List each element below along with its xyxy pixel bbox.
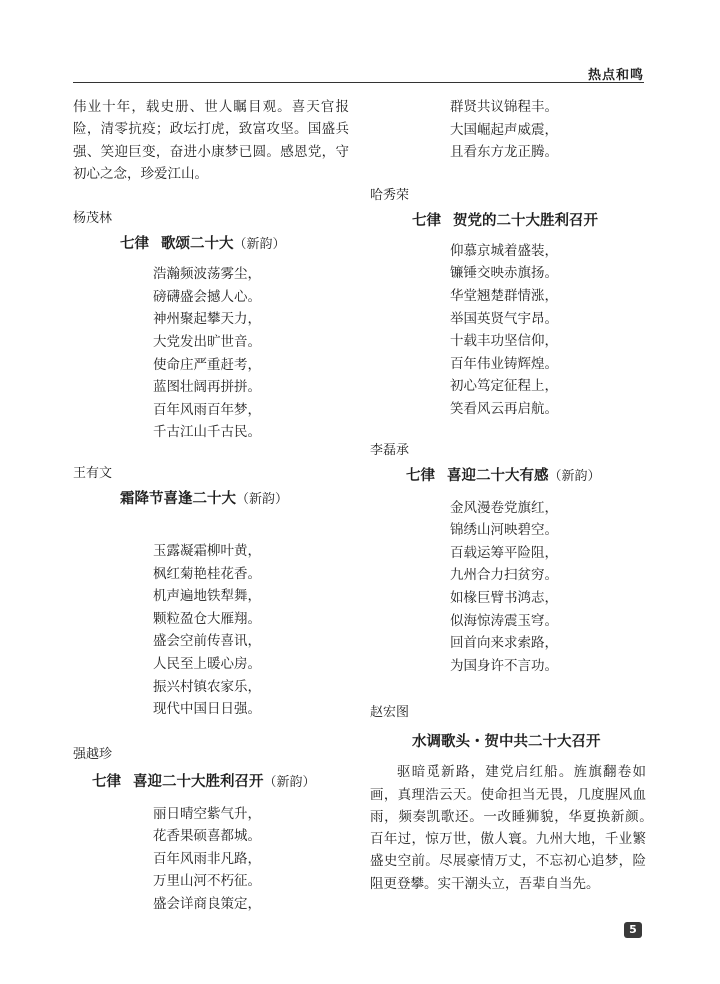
poem-line: 回首向来求索路， xyxy=(450,635,558,652)
header-rule xyxy=(73,82,644,83)
poem-title-note: （新韵） xyxy=(263,774,316,790)
poem-line: 机声遍地铁犁舞， xyxy=(153,588,261,605)
poem-block xyxy=(73,207,349,444)
poem-title xyxy=(92,770,349,791)
poem-form: 七律 xyxy=(412,212,441,229)
poem-line: 神州聚起攀天力， xyxy=(153,311,261,328)
poem-line: 如椽巨臂书鸿志， xyxy=(450,589,558,606)
poem-line: 为国身许不言功。 xyxy=(450,657,558,674)
poem-title xyxy=(120,487,349,508)
poem-line: 金风漫卷党旗红， xyxy=(450,499,558,516)
poem-line: 盛会详商良策定， xyxy=(153,896,261,913)
poem-line: 千古江山千古民。 xyxy=(153,424,261,441)
poem-line: 浩瀚频波荡雾尘， xyxy=(153,266,261,283)
poem-title xyxy=(406,464,646,485)
poem-line: 人民至上暖心房。 xyxy=(153,655,261,672)
poem-lines-continued xyxy=(370,96,646,164)
poem-line: 花香果硕喜都城。 xyxy=(153,828,261,845)
poem-block xyxy=(370,439,646,678)
poem-line: 大国崛起声威震， xyxy=(450,121,558,138)
section-title: 热点和鸣 xyxy=(587,68,644,83)
poem-author: 杨茂林 xyxy=(73,211,113,227)
poem-author: 李磊承 xyxy=(370,442,410,458)
poem-lines xyxy=(73,803,349,916)
poem-line: 百年伟业铸辉煌。 xyxy=(450,355,558,372)
poem-line: 百年风雨非凡路， xyxy=(153,850,261,867)
poem-line: 使命庄严重赶考， xyxy=(153,356,261,373)
poem-line: 颗粒盈仓大雁翔。 xyxy=(153,610,261,627)
poem-line: 九州合力扫贫穷。 xyxy=(450,567,558,584)
poem-line: 盛会空前传喜讯， xyxy=(153,633,261,650)
poem-title-text: 贺党的二十大胜利召开 xyxy=(453,212,598,229)
poem-line: 似海惊涛震玉穹。 xyxy=(450,612,558,629)
poem-author: 赵宏图 xyxy=(370,705,410,721)
poem-line: 玉露凝霜柳叶黄， xyxy=(153,542,261,559)
poem-line: 枫红菊艳桂花香。 xyxy=(153,565,261,582)
poem-line: 镰锤交映赤旗扬。 xyxy=(450,265,558,282)
poem-line: 百年风雨百年梦， xyxy=(153,401,261,418)
poem-line: 仰慕京城着盛装， xyxy=(450,242,558,259)
poem-title-note: （新韵） xyxy=(236,491,289,507)
right-column xyxy=(370,96,660,895)
poem-line: 初心笃定征程上， xyxy=(450,378,558,395)
ci-body: 驱暗觅新路，建党启红船。旌旗翻卷如画，真理浩云天。使命担当无畏，几度腥风血雨，频奏凯歌还。一改睡狮貌，华夏换新颜。 百年过，惊万世，傲人寰。九州大地，千业繁盛史空前。尽展豪情万丈，不忘初心追梦，险阻更登攀。实干潮头立，吾辈自当先。 xyxy=(370,764,660,892)
poem-line: 笑看风云再启航。 xyxy=(450,400,558,417)
poem-line: 群贤共议锦程丰。 xyxy=(450,99,558,115)
poem-line: 华堂翘楚群情涨， xyxy=(450,287,558,304)
poem-line: 大党发出旷世音。 xyxy=(153,333,261,350)
poem-title-text: 喜迎二十大胜利召开 xyxy=(133,773,264,790)
poem-block xyxy=(73,743,349,916)
poem-title-text: 喜迎二十大有感 xyxy=(447,467,549,484)
poem-author: 强越珍 xyxy=(73,746,113,762)
prose-continuation: 伟业十年，载史册、世人瞩目观。喜天官报险，清零抗疫；政坛打虎，致富攻坚。国盛兵强、笑迎巨变，奋进小康梦已圆。感恩党，守初心之念，珍爱江山。 xyxy=(73,99,349,182)
poem-line: 十载丰功坚信仰， xyxy=(450,333,558,350)
poem-form: 七律 xyxy=(406,467,435,484)
poem-line: 举国英贤气宇昂。 xyxy=(450,310,558,327)
poem-title-note: （新韵） xyxy=(233,237,286,253)
poem-title xyxy=(412,209,646,230)
poem-block xyxy=(73,462,349,721)
poem-line: 锦绣山河映碧空。 xyxy=(450,522,558,539)
poem-lines xyxy=(73,263,349,444)
poem-block xyxy=(370,184,646,421)
poem-line: 万里山河不朽征。 xyxy=(153,873,261,890)
poem-lines xyxy=(370,497,646,678)
poem-block xyxy=(370,701,660,895)
poem-form: 七律 xyxy=(92,773,121,790)
poem-title xyxy=(412,730,646,751)
poem-title-text: 水调歌头・贺中共二十大召开 xyxy=(412,734,601,751)
poem-form: 七律 xyxy=(120,236,149,253)
page-number: 5 xyxy=(624,922,642,938)
poem-line: 且看东方龙正腾。 xyxy=(450,144,558,161)
poem-title xyxy=(120,232,349,253)
poem-lines xyxy=(73,540,349,721)
poem-line: 百载运筹平险阻， xyxy=(450,544,558,561)
poem-line: 现代中国日日强。 xyxy=(153,701,261,718)
poem-author: 哈秀荣 xyxy=(370,187,410,203)
poem-line: 丽日晴空紫气升， xyxy=(153,805,261,822)
poem-lines xyxy=(370,240,646,421)
poem-title-text: 霜降节喜逢二十大 xyxy=(120,490,236,507)
poem-title-note: （新韵） xyxy=(548,468,601,484)
poem-author: 王有文 xyxy=(73,465,113,481)
poem-line: 蓝图壮阔再拼拼。 xyxy=(153,379,261,396)
poem-line: 振兴村镇农家乐， xyxy=(153,678,261,695)
left-column xyxy=(73,96,349,916)
poem-line: 磅礴盛会撼人心。 xyxy=(153,288,261,305)
poem-title-text: 歌颂二十大 xyxy=(161,236,234,253)
